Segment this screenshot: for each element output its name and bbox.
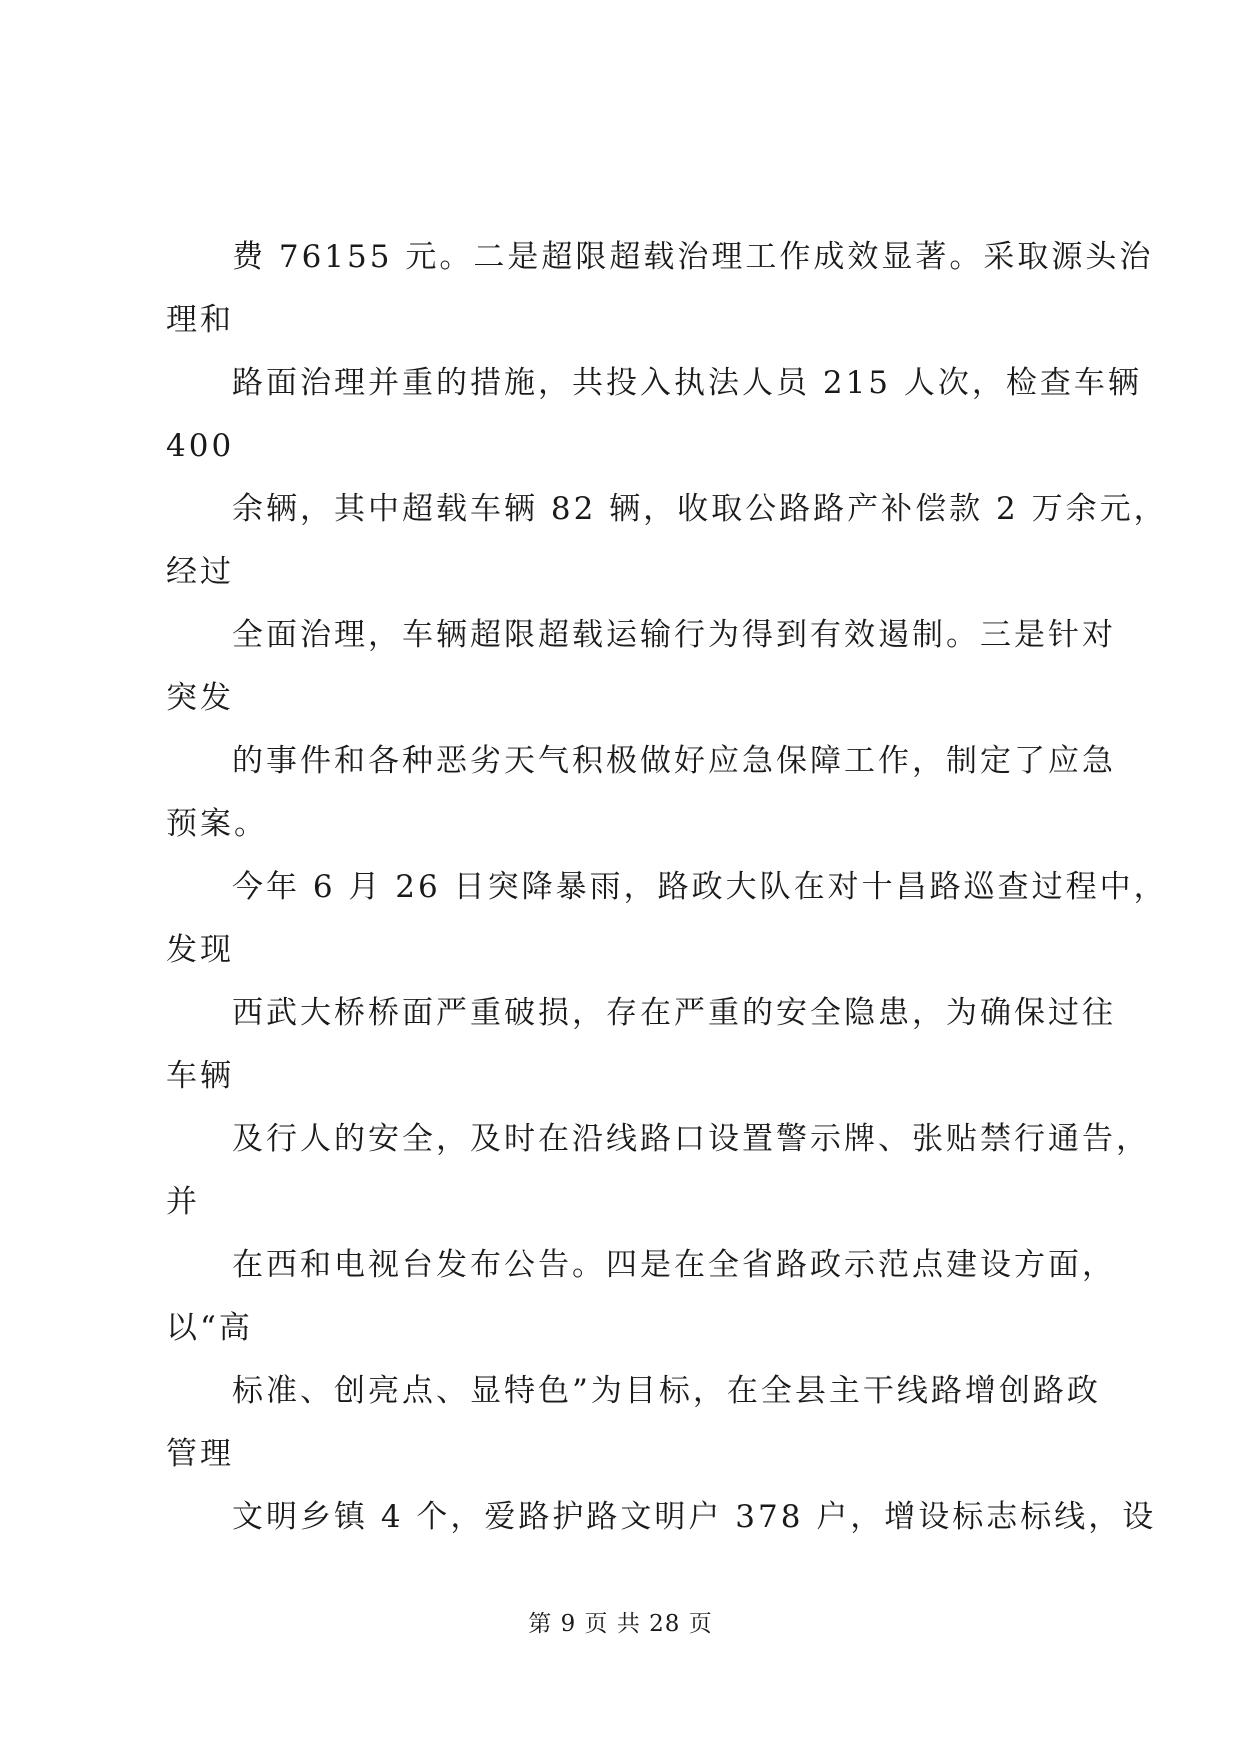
text-line: 理和 — [166, 302, 234, 338]
text-line: 在西和电视台发布公告。四是在全省路政示范点建设方面， — [232, 1247, 1116, 1283]
text-line: 预案。 — [166, 806, 268, 842]
text-line: 标准、创亮点、显特色”为目标，在全县主干线路增创路政 — [232, 1373, 1101, 1409]
text-line: 经过 — [166, 554, 234, 590]
text-line: 400 — [166, 428, 235, 464]
text-line: 余辆，其中超载车辆 82 辆，收取公路路产补偿款 2 万余元， — [232, 491, 1168, 527]
text-line: 并 — [166, 1184, 200, 1220]
text-line: 的事件和各种恶劣天气积极做好应急保障工作，制定了应急 — [232, 743, 1116, 779]
text-line: 全面治理，车辆超限超载运输行为得到有效遏制。三是针对 — [232, 617, 1116, 653]
text-line: 发现 — [166, 932, 234, 968]
text-line: 以“高 — [166, 1310, 253, 1346]
text-line: 费 76155 元。二是超限超载治理工作成效显著。采取源头治 — [232, 239, 1154, 275]
text-line: 车辆 — [166, 1058, 234, 1094]
page-footer: 第 9 页 共 28 页 — [528, 1611, 713, 1637]
text-line: 管理 — [166, 1436, 234, 1472]
text-line: 突发 — [166, 680, 234, 716]
text-line: 及行人的安全，及时在沿线路口设置警示牌、张贴禁行通告， — [232, 1121, 1150, 1157]
text-line: 路面治理并重的措施，共投入执法人员 215 人次，检查车辆 — [232, 365, 1142, 401]
text-line: 今年 6 月 26 日突降暴雨，路政大队在对十昌路巡查过程中， — [232, 869, 1168, 905]
text-line: 西武大桥桥面严重破损，存在严重的安全隐患，为确保过往 — [232, 995, 1116, 1031]
text-line: 文明乡镇 4 个，爱路护路文明户 378 户，增设标志标线，设 — [232, 1499, 1157, 1535]
